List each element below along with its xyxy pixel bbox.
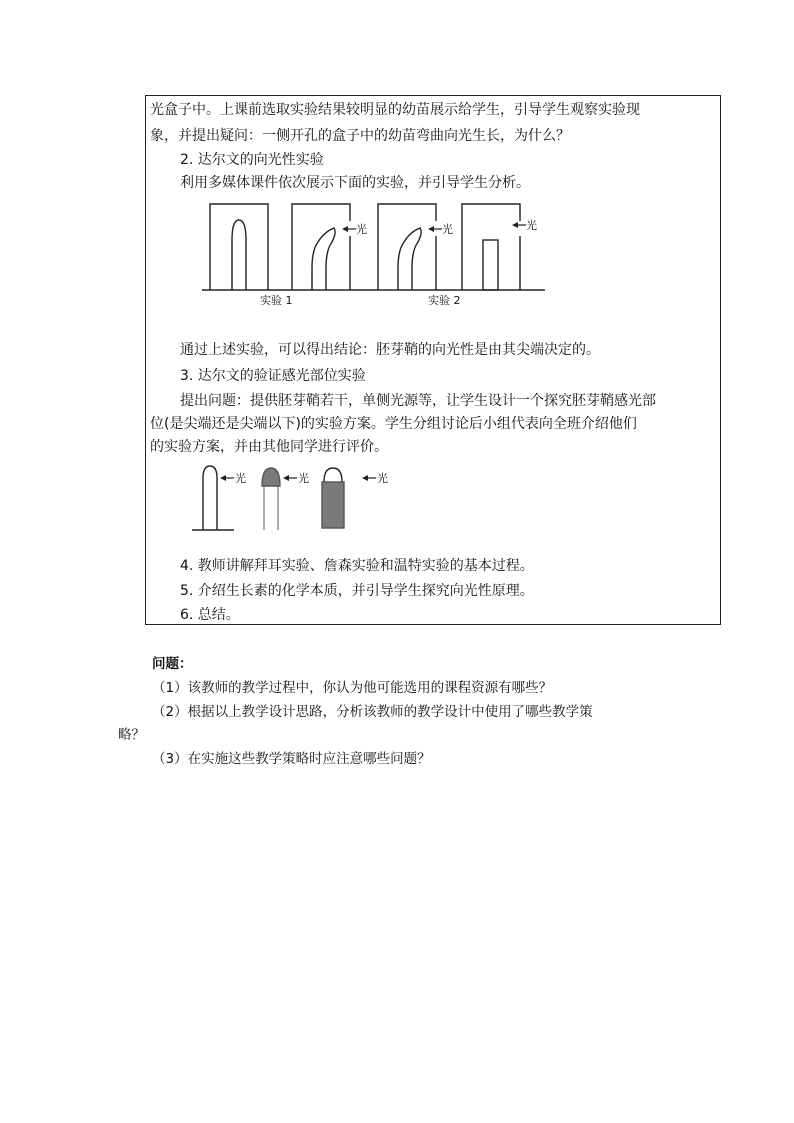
seedling-tip-removed [483, 240, 498, 290]
question-2-line-2: 略？ [118, 727, 145, 743]
figure-darwin-phototropism [200, 198, 550, 310]
question-2-line-1: （2）根据以上教学设计思路，分析该教师的教学设计中使用了哪些教学策 [152, 704, 593, 720]
caption-experiment-1: 实验 1 [260, 294, 293, 307]
light-label-5: 光 [298, 472, 309, 485]
section-2-heading: 2. 达尔文的向光性实验 [180, 152, 324, 168]
light-label-3: 光 [526, 219, 537, 232]
question-3: （3）在实施这些教学策略时应注意哪些问题？ [152, 751, 431, 767]
item-4: 4. 教师讲解拜耳实验、詹森实验和温特实验的基本过程。 [180, 558, 534, 574]
opaque-sleeve [322, 482, 344, 528]
question-1: （1）该教师的教学过程中，你认为他可能选用的课程资源有哪些？ [152, 680, 553, 696]
closed-box-1 [210, 204, 268, 290]
section-3-paragraph-line-2: 位(是尖端还是尖端以下)的实验方案。学生分组讨论后小组代表向全班介绍他们 [150, 416, 637, 432]
section-2-intro: 利用多媒体课件依次展示下面的实验，并引导学生分析。 [180, 175, 530, 191]
light-label-2: 光 [442, 223, 453, 236]
seedling-straight [232, 220, 246, 290]
light-label-1: 光 [356, 223, 367, 236]
seedling-tip-exposed [324, 468, 342, 482]
item-5: 5. 介绍生长素的化学本质，并引导学生探究向光性原理。 [180, 583, 534, 599]
section-3-heading: 3. 达尔文的验证感光部位实验 [180, 368, 366, 384]
light-arrow-4 [220, 475, 226, 481]
light-arrow-6 [362, 475, 368, 481]
light-arrow-5 [283, 475, 289, 481]
caption-experiment-2: 实验 2 [428, 294, 461, 307]
seedling-bent-2 [398, 228, 421, 290]
open-box-3 [378, 204, 436, 290]
light-label-6: 光 [377, 472, 388, 485]
conclusion-text: 通过上述实验，可以得出结论：胚芽鞘的向光性是由其尖端决定的。 [180, 342, 600, 358]
figure-sensing-site [188, 462, 398, 534]
open-box-2 [292, 204, 350, 290]
seedling-control [203, 466, 217, 530]
light-arrow-3 [512, 222, 518, 228]
item-6: 6. 总结。 [180, 607, 240, 623]
section-3-paragraph-line-3: 的实验方案，并由其他同学进行评价。 [150, 439, 388, 455]
seedling-tip-covered [264, 486, 278, 530]
box-line-1: 光盒子中。上课前选取实验结果较明显的幼苗展示给学生，引导学生观察实验现 [150, 102, 640, 118]
section-3-paragraph-line-1: 提出问题：提供胚芽鞘若干，单侧光源等，让学生设计一个探究胚芽鞘感光部 [180, 393, 656, 409]
opaque-cap [262, 468, 280, 486]
questions-heading: 问题： [152, 656, 193, 672]
open-box-4 [462, 204, 520, 290]
box-line-2: 象，并提出疑问：一侧开孔的盒子中的幼苗弯曲向光生长，为什么？ [150, 128, 570, 144]
seedling-bent-1 [312, 228, 335, 290]
light-arrow-1 [342, 226, 348, 232]
light-arrow-2 [428, 226, 434, 232]
light-label-4: 光 [235, 472, 246, 485]
